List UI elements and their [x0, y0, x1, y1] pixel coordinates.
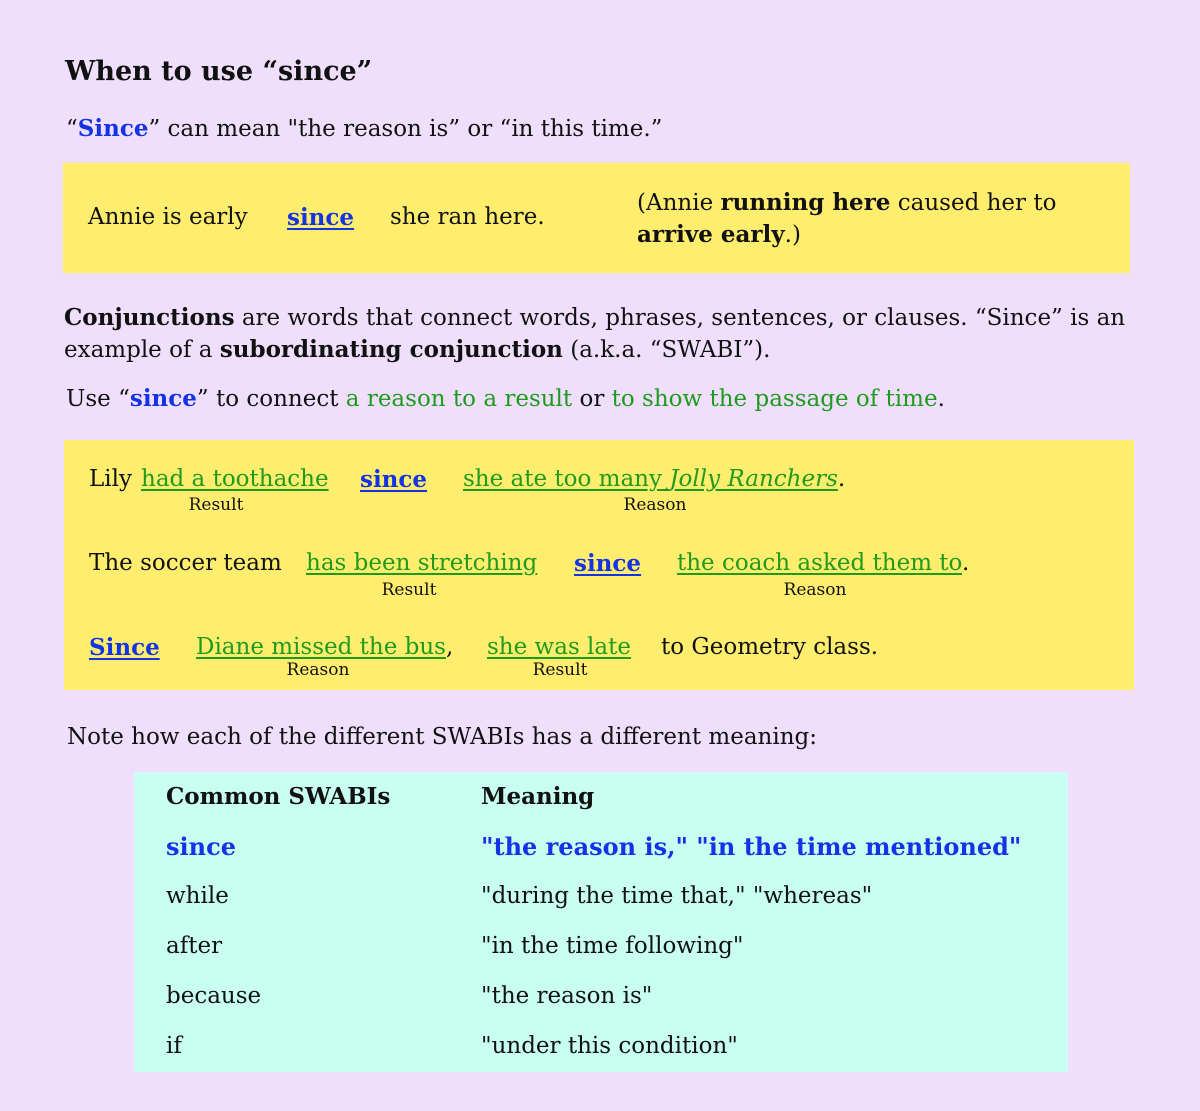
s1-reason-label: Reason — [623, 495, 687, 515]
table-row-while-meaning: "during the time that," "whereas" — [481, 883, 873, 909]
table-row-because-word: because — [166, 983, 262, 1009]
s1-result-label: Result — [188, 495, 244, 515]
s1-reason[interactable]: she ate too many Jolly Ranchers. — [463, 466, 846, 492]
intro-line — [66, 115, 662, 142]
swabi-table — [134, 772, 1068, 1072]
usage-line: Use “since” to connect a reason to a result or to show the passage of time. — [66, 385, 945, 412]
s3-tail: to Geometry class. — [661, 634, 879, 660]
annie-since-link[interactable]: since — [287, 204, 355, 231]
table-row-after-meaning: "in the time following" — [481, 933, 744, 959]
s3-reason[interactable]: Diane missed the bus, — [196, 634, 454, 660]
s3-since-link[interactable]: Since — [89, 634, 160, 661]
intro-since-word: Since — [77, 115, 149, 142]
usage-green-2: to show the passage of time — [611, 386, 938, 412]
s3-result[interactable]: she was late — [487, 634, 631, 660]
s2-result-label: Result — [381, 580, 437, 600]
annie-explanation: (Annie running here caused her to arrive early.) — [637, 189, 1057, 248]
table-row-if-meaning: "under this condition" — [481, 1033, 738, 1059]
s3-result-label: Result — [532, 660, 588, 680]
table-row-if-word: if — [166, 1033, 182, 1059]
s2-since-link[interactable]: since — [574, 550, 642, 577]
table-intro-note: Note how each of the different SWABIs has a different meaning: — [67, 724, 817, 750]
intro-rest: ” can mean "the reason is” or “in this time.” — [148, 116, 663, 142]
s2-lead: The soccer team — [89, 550, 282, 576]
table-row-because-meaning: "the reason is" — [481, 983, 653, 1009]
intro-quote: “ — [66, 116, 78, 142]
table-row-since-meaning: "the reason is," "in the time mentioned" — [481, 832, 1022, 861]
s2-reason-label: Reason — [783, 580, 847, 600]
usage-since-word: since — [129, 385, 197, 412]
s2-result[interactable]: has been stretching — [306, 550, 538, 576]
annie-part2: she ran here. — [390, 204, 545, 230]
page-title: When to use “since” — [65, 56, 373, 87]
s1-since-link[interactable]: since — [360, 466, 428, 493]
table-row-after-word: after — [166, 933, 223, 959]
conjunctions-paragraph: Conjunctions are words that connect words, phrases, sentences, or clauses. “Since” is an example of a subordinating conjunction (a.k.a. “SWABI”). — [64, 304, 1126, 363]
s1-lead: Lily — [89, 466, 132, 492]
table-row-while-word: while — [166, 883, 229, 909]
s3-reason-label: Reason — [286, 660, 350, 680]
table-row-since-word: since — [166, 832, 236, 861]
usage-green-1: a reason to a result — [345, 386, 573, 412]
table-header-swabi: Common SWABIs — [166, 783, 391, 810]
table-header-meaning: Meaning — [481, 783, 595, 810]
annie-part1: Annie is early — [88, 204, 248, 230]
s2-reason[interactable]: the coach asked them to. — [677, 550, 970, 576]
s1-result[interactable]: had a toothache — [141, 466, 329, 492]
